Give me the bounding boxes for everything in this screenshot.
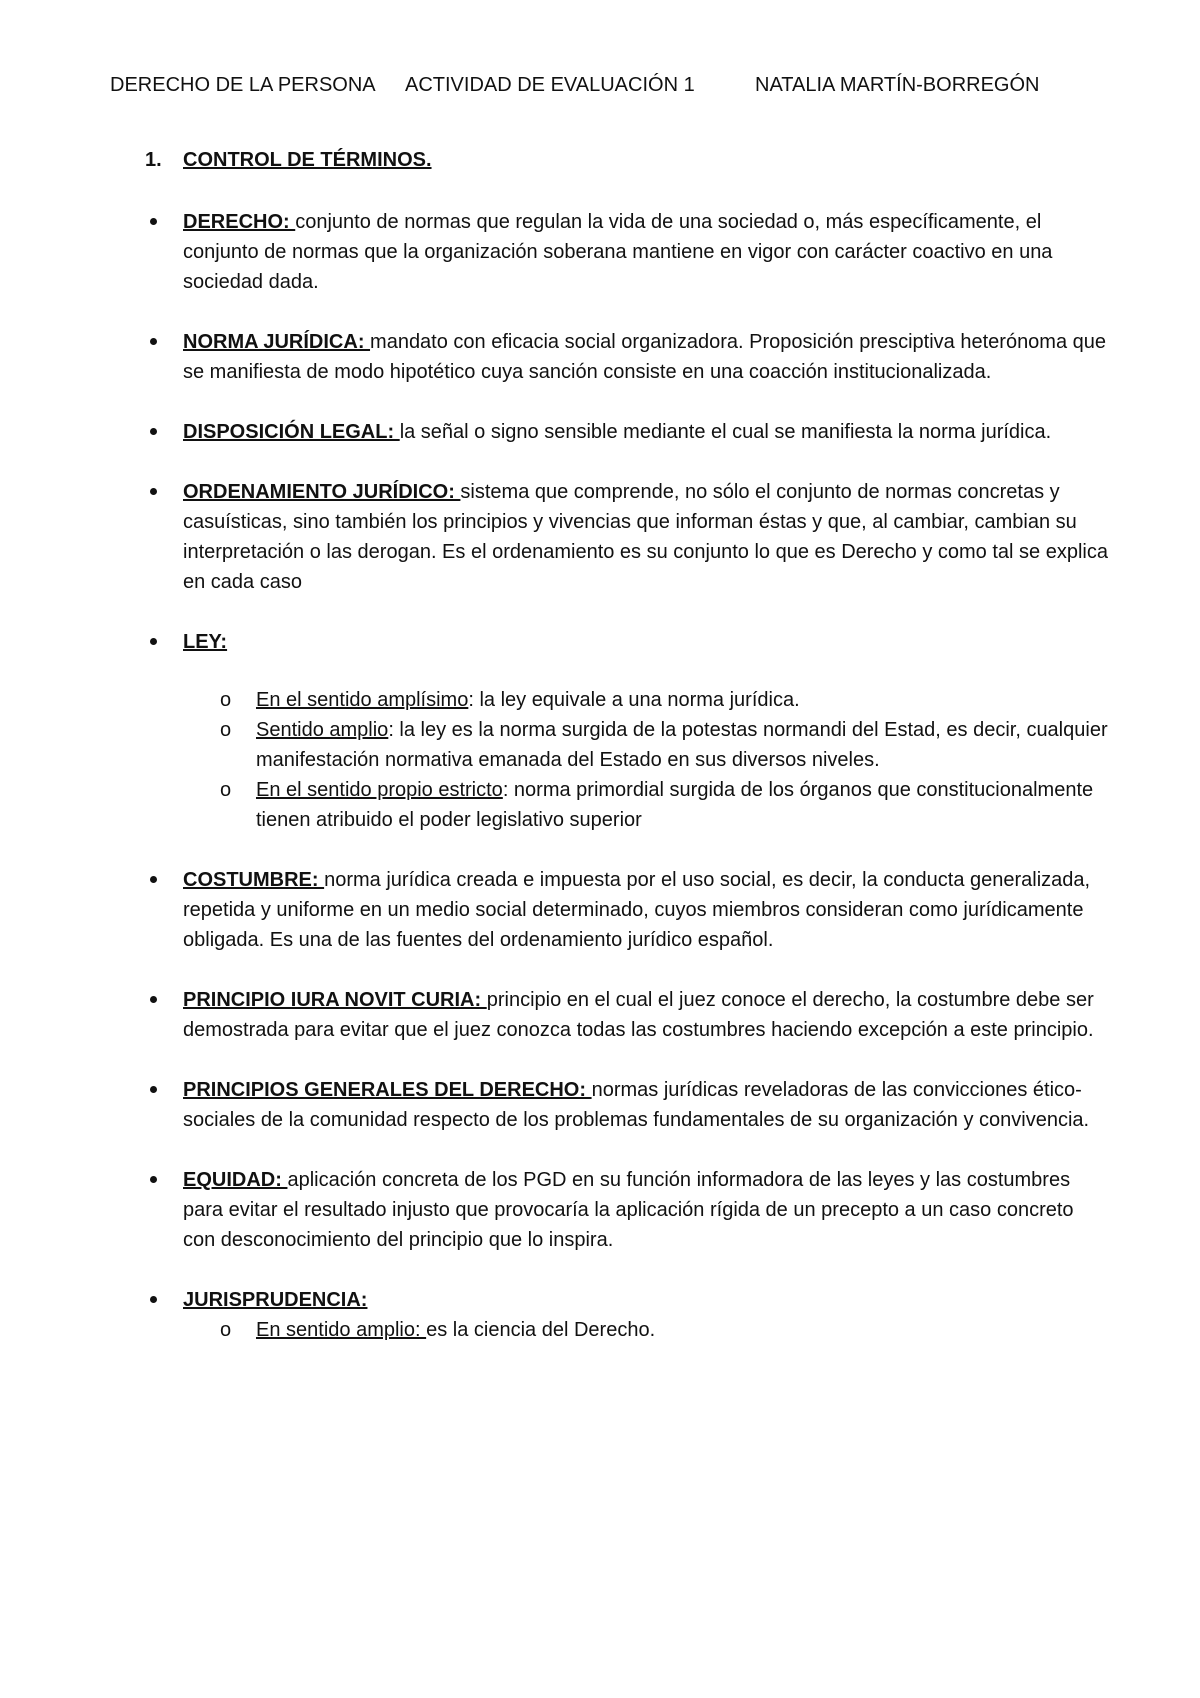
- sub-list-item: [183, 1315, 1110, 1345]
- term-label: LEY:: [183, 631, 228, 653]
- sub-term-label: En el sentido propio estricto: [256, 779, 503, 801]
- sub-list-item: [183, 685, 1110, 715]
- term-label: COSTUMBRE:: [183, 869, 325, 891]
- section-title: CONTROL DE TÉRMINOS.: [183, 149, 432, 171]
- sub-term-definition: es la ciencia del Derecho.: [426, 1319, 656, 1341]
- list-item: [0, 417, 1200, 447]
- sub-list: [183, 685, 1110, 835]
- term-definition: normas jurídicas reveladoras de las convicciones ético-sociales de la comunidad respecto de los problemas fundamentales de su organización y convivencia.: [183, 1079, 1090, 1131]
- term-label: DERECHO:: [183, 211, 296, 233]
- sub-term-label: Sentido amplio: [256, 719, 389, 741]
- section-number: 1.: [145, 149, 162, 171]
- list-item: [0, 865, 1200, 955]
- term-definition: sistema que comprende, no sólo el conjunto de normas concretas y casuísticas, sino también los principios y vivencias que informan éstas y que, al cambiar, cambian su interpretación o las derogan. Es el ordenamiento es su conjunto lo que es Derecho y como tal se explica en cada caso: [183, 481, 1108, 593]
- author-name: NATALIA MARTÍN-BORREGÓN: [755, 74, 1040, 96]
- term-label: DISPOSICIÓN LEGAL:: [183, 421, 400, 443]
- sub-term-definition: : la ley equivale a una norma jurídica.: [468, 689, 800, 711]
- page-header: [110, 74, 1110, 104]
- sub-list: [183, 1315, 1110, 1345]
- sub-term-definition: : la ley es la norma surgida de la potestas normandi del Estad, es decir, cualquier manifestación normativa emanada del Estado en sus diversos niveles.: [256, 719, 1108, 771]
- list-item: [0, 207, 1200, 297]
- term-definition: principio en el cual el juez conoce el derecho, la costumbre debe ser demostrada para evitar que el juez conozca todas las costumbres haciendo excepción a este principio.: [183, 989, 1094, 1041]
- term-label: ORDENAMIENTO JURÍDICO:: [183, 481, 461, 503]
- terms-list: [0, 207, 1200, 1375]
- term-label: PRINCIPIOS GENERALES DEL DERECHO:: [183, 1079, 592, 1101]
- sub-term-label: En sentido amplio:: [256, 1319, 427, 1341]
- list-item: [0, 477, 1200, 597]
- sub-term-definition: : norma primordial surgida de los órganos que constitucionalmente tienen atribuido el poder legislativo superior: [256, 779, 1094, 831]
- activity-title: ACTIVIDAD DE EVALUACIÓN 1: [405, 74, 695, 96]
- list-item: [0, 985, 1200, 1045]
- list-item: [0, 627, 1200, 835]
- term-definition: norma jurídica creada e impuesta por el uso social, es decir, la conducta generalizada, repetida y uniforme en un medio social determinado, cuyos miembros consideran como jurídicamente obligada. Es una de las fuentes del ordenamiento jurídico español.: [183, 869, 1091, 951]
- section-heading: [145, 149, 432, 172]
- list-item: [0, 1285, 1200, 1345]
- term-definition: aplicación concreta de los PGD en su función informadora de las leyes y las costumbres para evitar el resultado injusto que provocaría la aplicación rígida de un precepto a un caso concreto con desconocimiento del principio que lo inspira.: [183, 1169, 1074, 1251]
- list-item: [0, 1165, 1200, 1255]
- term-label: NORMA JURÍDICA:: [183, 331, 371, 353]
- course-name: DERECHO DE LA PERSONA: [110, 74, 376, 96]
- sub-term-label: En el sentido amplísimo: [256, 689, 469, 711]
- list-item: [0, 327, 1200, 387]
- term-label: JURISPRUDENCIA:: [183, 1289, 368, 1311]
- term-label: PRINCIPIO IURA NOVIT CURIA:: [183, 989, 487, 1011]
- term-label: EQUIDAD:: [183, 1169, 288, 1191]
- term-definition: mandato con eficacia social organizadora. Proposición presciptiva heterónoma que se manifiesta de modo hipotético cuya sanción consiste en una coacción institucionalizada.: [183, 331, 1107, 383]
- term-definition: conjunto de normas que regulan la vida de una sociedad o, más específicamente, el conjunto de normas que la organización soberana mantiene en vigor con carácter coactivo en una sociedad dada.: [183, 211, 1053, 293]
- list-item: [0, 1075, 1200, 1135]
- term-definition: la señal o signo sensible mediante el cual se manifiesta la norma jurídica.: [399, 421, 1052, 443]
- sub-list-item: [183, 775, 1110, 835]
- sub-list-item: [183, 715, 1110, 775]
